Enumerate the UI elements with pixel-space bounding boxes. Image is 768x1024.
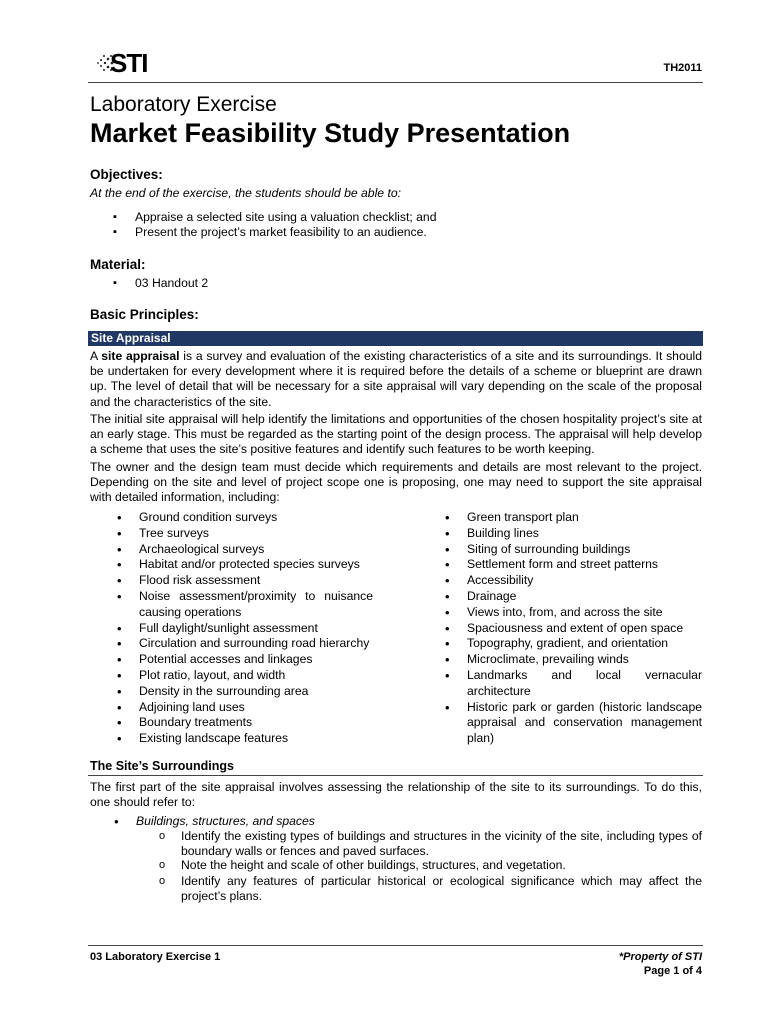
surroundings-rule — [88, 775, 703, 776]
surroundings-subitem: o Note the height and scale of other buildings, structures, and vegetation. — [181, 858, 702, 873]
list-item: • Settlement form and street patterns — [467, 557, 702, 573]
surroundings-bullet: • Buildings, structures, and spaces — [136, 814, 315, 829]
list-item: • Spaciousness and extent of open space — [467, 621, 702, 637]
surroundings-subitem: o Identify the existing types of buildings and structures in the vicinity of the site, including types of boundary walls or fences and paved surfaces. — [181, 829, 702, 859]
header-rule — [88, 82, 703, 83]
list-item: • Habitat and/or protected species surveys — [139, 557, 373, 573]
objectives-intro: At the end of the exercise, the students should be able to: — [90, 186, 401, 200]
list-item: • Drainage — [467, 589, 702, 605]
appraisal-paragraph-1 — [90, 349, 702, 410]
list-item: • Landmarks and local vernacular architecture — [467, 668, 702, 700]
site-appraisal-band — [88, 331, 703, 346]
requirements-right-list — [467, 510, 702, 747]
list-item: • Full daylight/sunlight assessment — [139, 621, 373, 637]
footer-doc-label: 03 Laboratory Exercise 1 — [90, 951, 221, 963]
list-item: • Tree surveys — [139, 526, 373, 542]
surroundings-heading: The Site’s Surroundings — [90, 759, 234, 773]
list-item: • Potential accesses and linkages — [139, 652, 373, 668]
list-item: • Adjoining land uses — [139, 700, 373, 716]
list-item: • Existing landscape features — [139, 731, 373, 747]
list-item: • Views into, from, and across the site — [467, 605, 702, 621]
material-heading: Material: — [90, 257, 146, 272]
appraisal-paragraph-2: The initial site appraisal will help identify the limitations and opportunities of the chosen hospitality project’s site at an early stage. This must be regarded as the starting point of the design process. The appraisal will help develop a scheme that uses the site’s positive features and identify such features to be worth keeping. — [90, 412, 702, 457]
list-item: • Green transport plan — [467, 510, 702, 526]
list-item: • Plot ratio, layout, and width — [139, 668, 373, 684]
document-code: TH2011 — [663, 62, 702, 74]
list-item: • Siting of surrounding buildings — [467, 542, 702, 558]
material-item: ▪ 03 Handout 2 — [135, 276, 208, 291]
list-item: • Building lines — [467, 526, 702, 542]
footer-rule — [88, 945, 703, 946]
list-item: • Ground condition surveys — [139, 510, 373, 526]
document-title: Market Feasibility Study Presentation — [90, 118, 571, 148]
list-item: • Accessibility — [467, 573, 702, 589]
list-item: • Density in the surrounding area — [139, 684, 373, 700]
footer-property: *Property of STI — [618, 951, 702, 963]
list-item: • Circulation and surrounding road hierarchy — [139, 636, 373, 652]
list-item: • Historic park or garden (historic landscape appraisal and conservation management plan) — [467, 700, 702, 747]
footer-page-number: Page 1 of 4 — [643, 965, 702, 977]
list-item: • Noise assessment/proximity to nuisance causing operations — [139, 589, 373, 621]
sti-logo-text: STI — [110, 48, 148, 78]
list-item: • Microclimate, prevailing winds — [467, 652, 702, 668]
objectives-heading: Objectives: — [90, 167, 163, 182]
surroundings-paragraph: The first part of the site appraisal involves assessing the relationship of the site to its surroundings. To do this, one should refer to: — [90, 780, 702, 810]
p1-lead: A — [90, 349, 102, 363]
list-item: • Archaeological surveys — [139, 542, 373, 558]
list-item: • Boundary treatments — [139, 715, 373, 731]
objective-item: ▪ Appraise a selected site using a valuation checklist; and — [135, 210, 436, 225]
site-appraisal-band-label: Site Appraisal — [91, 331, 171, 345]
document-subtitle: Laboratory Exercise — [90, 93, 277, 116]
p1-bold-term: site appraisal — [101, 349, 180, 363]
requirements-left-list — [139, 510, 373, 747]
objective-item: ▪ Present the project’s market feasibility to an audience. — [135, 225, 427, 240]
surroundings-subitem: o Identify any features of particular historical or ecological significance which may affect the project’s plans. — [181, 874, 702, 904]
basic-principles-heading: Basic Principles: — [90, 307, 199, 322]
appraisal-paragraph-3: The owner and the design team must decide which requirements and details are most relevant to the project. Depending on the site and level of project scope one is proposing, one may need to support the site appraisal with detailed information, including: — [90, 460, 702, 505]
p1-rest: is a survey and evaluation of the existing characteristics of a site and its surroundings. It should be undertaken for every development where it is required before the details of a scheme or blueprint are drawn up. The level of detail that will be necessary for a site appraisal will vary depending on the scale of the proposal and the characteristics of the site. — [90, 349, 703, 409]
list-item: • Topography, gradient, and orientation — [467, 636, 702, 652]
list-item: • Flood risk assessment — [139, 573, 373, 589]
